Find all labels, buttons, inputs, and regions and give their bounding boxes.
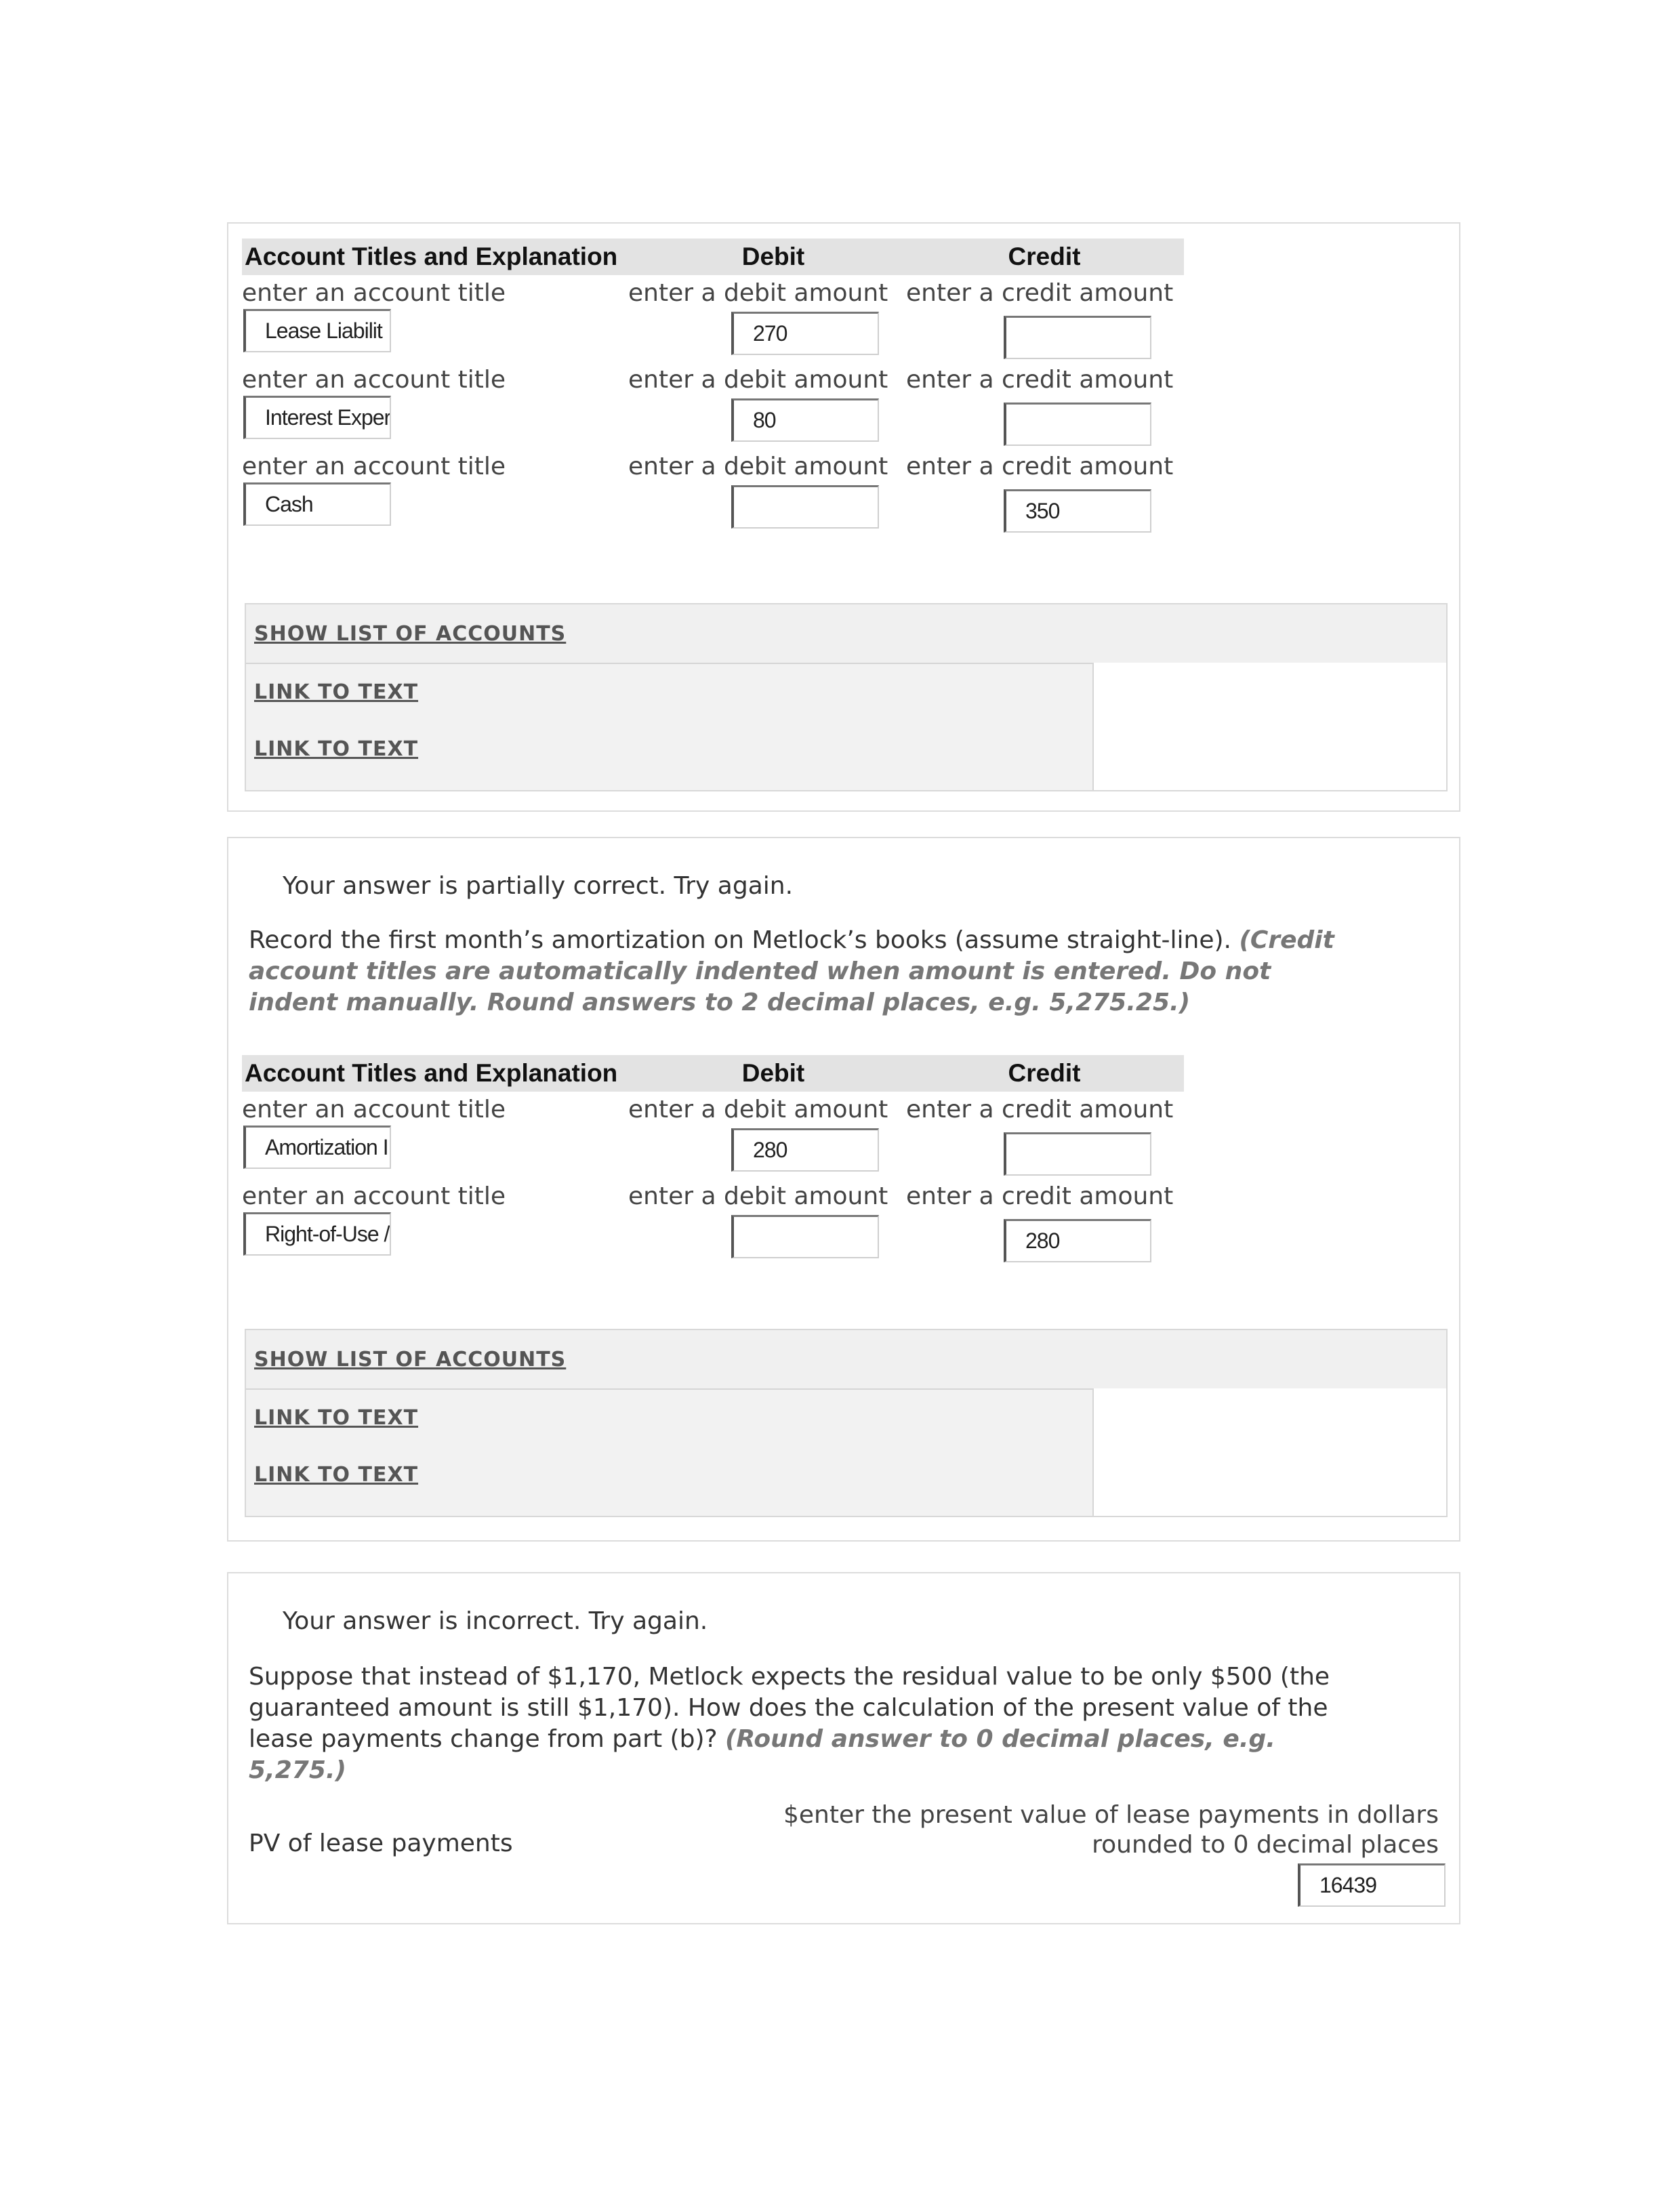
- journal-table-1: [242, 239, 1184, 535]
- debit-amount-input[interactable]: [731, 1215, 879, 1258]
- pv-instruction-line2: rounded to 0 decimal places: [1092, 1831, 1439, 1859]
- account-title-label: enter an account title: [242, 1182, 506, 1210]
- pv-lease-payments-input[interactable]: [1298, 1863, 1446, 1907]
- pv-lease-payments-label: PV of lease payments: [249, 1830, 513, 1857]
- question-text: Suppose that instead of $1,170, Metlock expects the residual value to be only $500 (the guaranteed amount is still $1,170). How does the calculation of the present value of the lease payments change from part (b)?: [249, 1663, 1330, 1753]
- account-title-input[interactable]: [243, 1212, 391, 1256]
- credit-amount-label: enter a credit amount: [906, 1096, 1174, 1123]
- link-to-text[interactable]: LINK TO TEXT: [254, 1463, 419, 1487]
- credit-amount-label: enter a credit amount: [906, 1182, 1174, 1210]
- journal-table-2: [242, 1055, 1184, 1265]
- account-title-label: enter an account title: [242, 453, 506, 480]
- account-title-label: enter an account title: [242, 1096, 506, 1123]
- debit-amount-input[interactable]: [731, 1128, 879, 1172]
- question-prompt: [249, 1661, 1367, 1786]
- debit-amount-label: enter a debit amount: [628, 366, 888, 394]
- link-to-text[interactable]: LINK TO TEXT: [254, 737, 419, 761]
- journal-row: [242, 1092, 1184, 1178]
- link-to-text[interactable]: LINK TO TEXT: [254, 680, 419, 704]
- journal-row: [242, 449, 1184, 535]
- header-credit: Credit: [1008, 1059, 1081, 1087]
- debit-amount-input[interactable]: [731, 398, 879, 442]
- question-text: Record the first month’s amortization on Metlock’s books (assume straight-line).: [249, 926, 1231, 954]
- residual-value-question-panel: [227, 1572, 1460, 1924]
- credit-amount-input[interactable]: [1004, 402, 1151, 446]
- journal-row: [242, 275, 1184, 362]
- link-to-text[interactable]: LINK TO TEXT: [254, 1406, 419, 1430]
- credit-amount-label: enter a credit amount: [906, 366, 1174, 394]
- credit-amount-input[interactable]: [1004, 489, 1151, 533]
- header-credit: Credit: [1008, 243, 1081, 270]
- links-right-pane: [1092, 1388, 1446, 1516]
- journal-row: [242, 362, 1184, 449]
- status-partially-correct: Your answer is partially correct. Try again.: [283, 872, 794, 900]
- debit-amount-label: enter a debit amount: [628, 453, 888, 480]
- debit-amount-input[interactable]: [731, 485, 879, 529]
- credit-amount-input[interactable]: [1004, 1219, 1151, 1262]
- account-title-label: enter an account title: [242, 279, 506, 307]
- links-topbar: [246, 1330, 1446, 1390]
- journal-header: [242, 1055, 1184, 1092]
- debit-amount-label: enter a debit amount: [628, 1096, 888, 1123]
- question-hint: (Credit account titles are automatically indented when amount is entered. Do not indent manually. Round answers to 2 decimal places, e.g. 5,275.25.): [249, 926, 1334, 1016]
- show-list-of-accounts-link[interactable]: SHOW LIST OF ACCOUNTS: [254, 622, 567, 646]
- header-account-titles: Account Titles and Explanation: [245, 1059, 618, 1087]
- account-title-input[interactable]: [243, 482, 391, 526]
- credit-amount-label: enter a credit amount: [906, 279, 1174, 307]
- links-right-pane: [1092, 663, 1446, 790]
- amortization-question-panel: [227, 837, 1460, 1542]
- header-account-titles: Account Titles and Explanation: [245, 243, 618, 270]
- debit-amount-label: enter a debit amount: [628, 279, 888, 307]
- question-hint: (Round answer to 0 decimal places, e.g. 5,275.): [249, 1725, 1275, 1784]
- account-links-box: [245, 1329, 1448, 1517]
- debit-amount-input[interactable]: [731, 312, 879, 355]
- header-debit: Debit: [741, 1059, 805, 1087]
- credit-amount-input[interactable]: [1004, 1132, 1151, 1176]
- status-incorrect: Your answer is incorrect. Try again.: [283, 1607, 708, 1635]
- journal-header: [242, 239, 1184, 275]
- question-prompt: [249, 925, 1367, 1018]
- account-title-input[interactable]: [243, 396, 391, 439]
- show-list-of-accounts-link[interactable]: SHOW LIST OF ACCOUNTS: [254, 1348, 567, 1371]
- account-title-input[interactable]: [243, 309, 391, 352]
- links-topbar: [246, 604, 1446, 664]
- credit-amount-input[interactable]: [1004, 316, 1151, 359]
- journal-row: [242, 1178, 1184, 1265]
- debit-amount-label: enter a debit amount: [628, 1182, 888, 1210]
- account-title-label: enter an account title: [242, 366, 506, 394]
- pv-instruction-line1: $enter the present value of lease payments in dollars: [783, 1801, 1439, 1829]
- account-links-box: [245, 603, 1448, 791]
- account-title-input[interactable]: [243, 1126, 391, 1169]
- header-debit: Debit: [741, 243, 805, 270]
- credit-amount-label: enter a credit amount: [906, 453, 1174, 480]
- journal-entry-panel-1: [227, 222, 1460, 812]
